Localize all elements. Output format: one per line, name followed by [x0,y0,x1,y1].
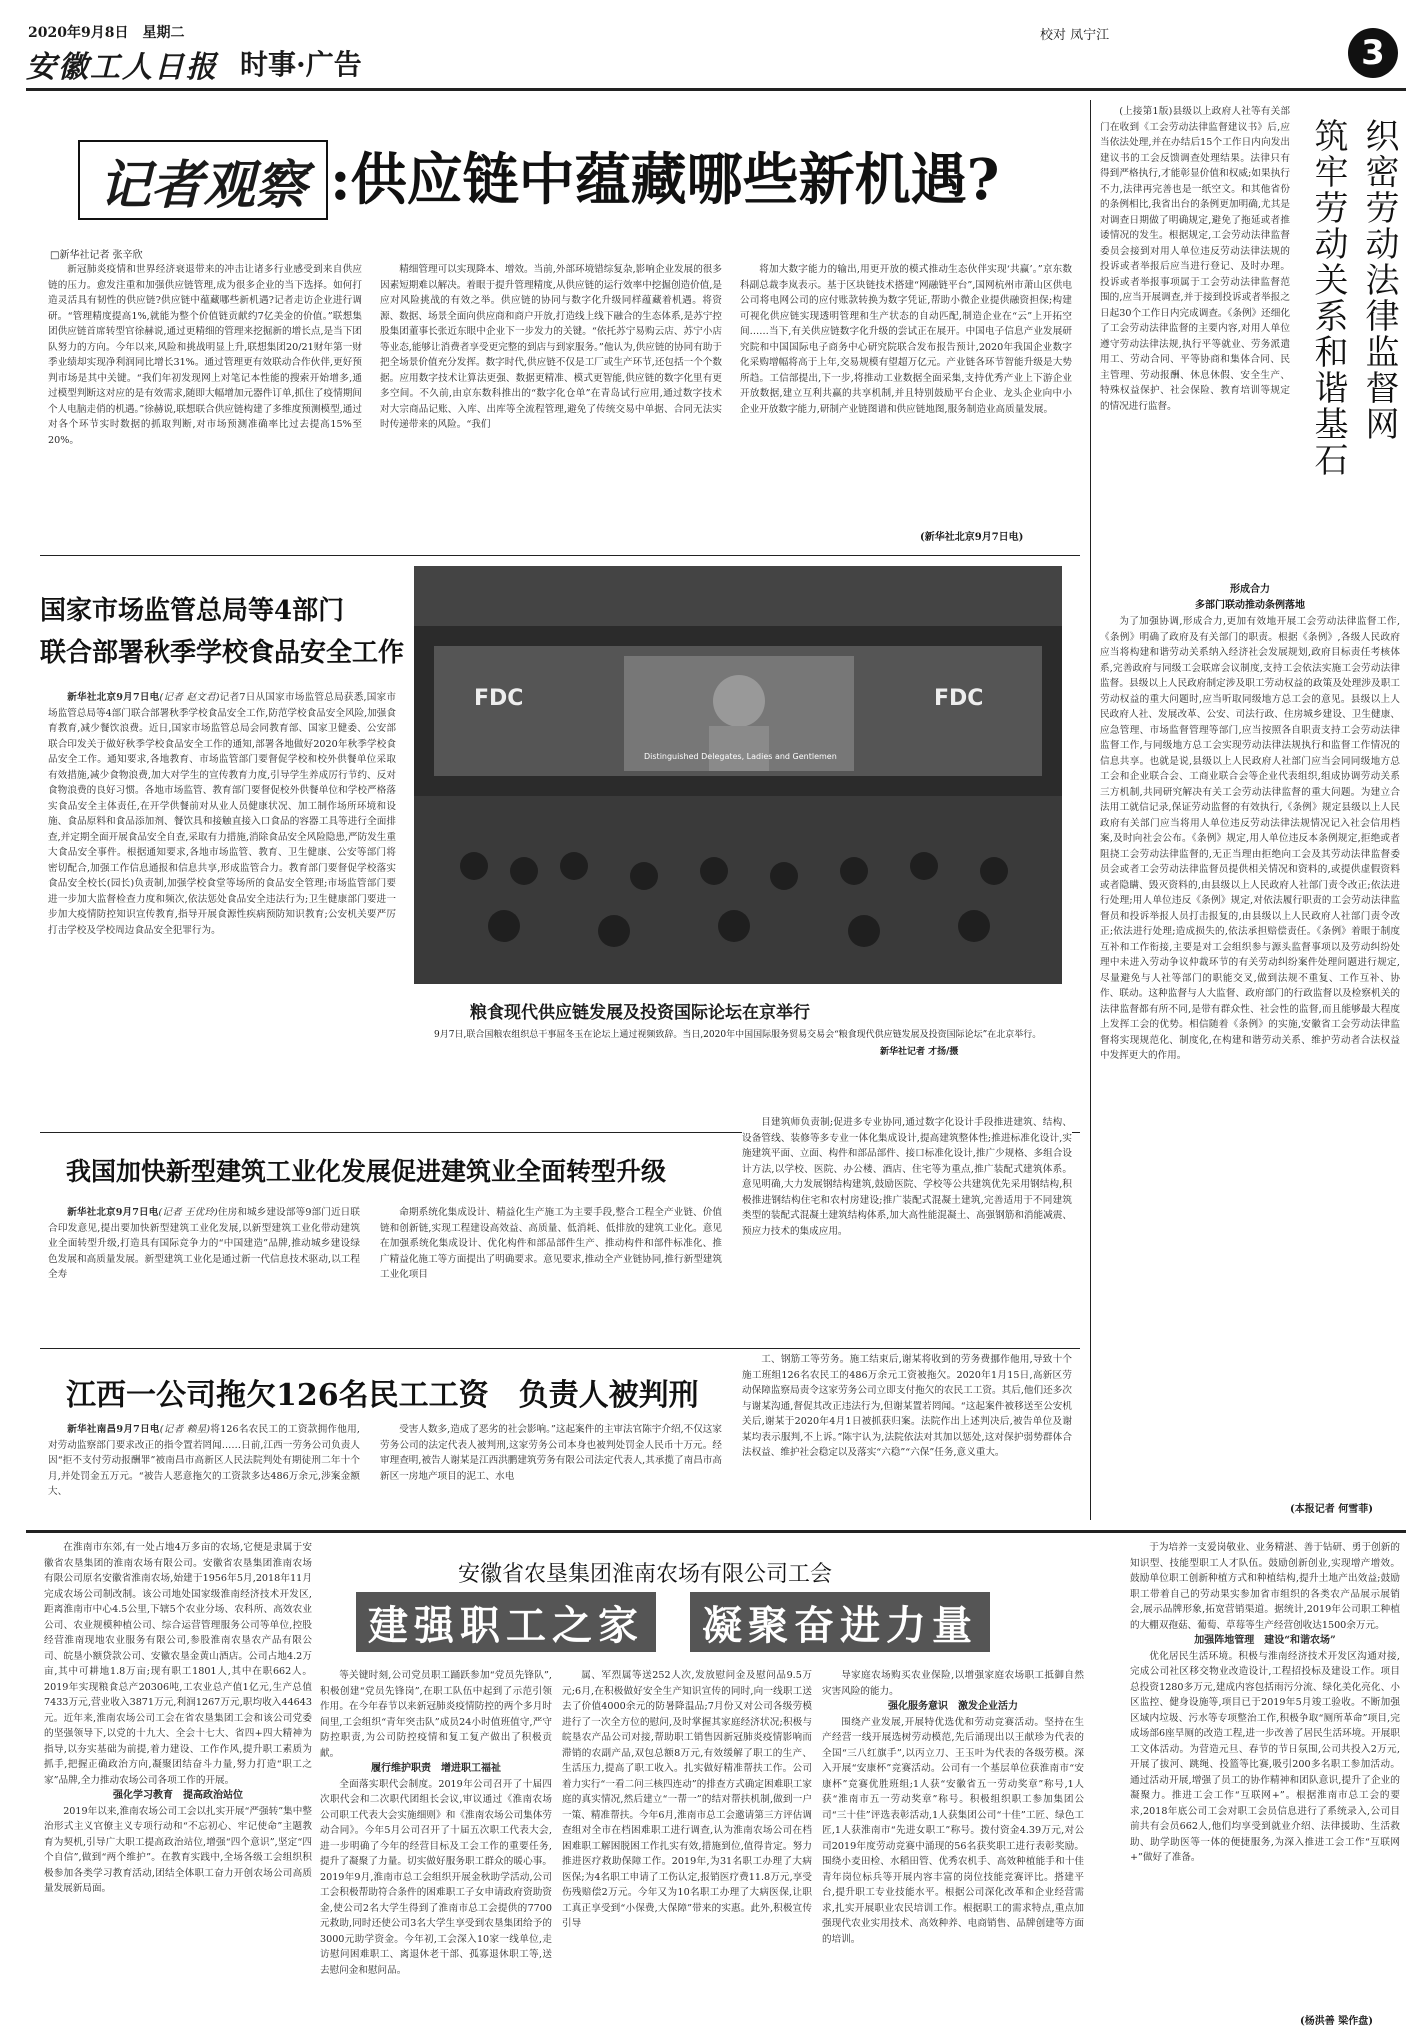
jiangxi-title: 江西一公司拖欠126名民工工资 负责人被判刑 [66,1378,699,1413]
proof-credit: 校对 凤宁江 [1040,28,1110,43]
paper-name: 安徽工人日报 [26,50,218,85]
mid-rule-2 [40,1348,1080,1349]
right-top-text: (上接第1版)县级以上政府人社等有关部门在收到《工会劳动法律监督建议书》后,应当依法处理,并在办结后15个工作日内向发出建议书的工会反馈调查处理结果。法律只有得到严格执行,才能彰显价值和权威;如果执行不力,法律再完善也是一纸空文。和其他省份的条例相比,我省出台的条例更加明确,尤其是对调查日期做了明确规定,避免了拖延或者推诿情况的发生。根据规定,工会劳动法律监督委员会接到对用人单位违反劳动法律法规的投诉或者举报后应当进行登记、及时办理。投诉或者举报事项属于工会劳动法律监督范围的,应当开展调查,并于接到投诉或者举报之日起30个工作日内完成调查。《条例》还细化了工会劳动法律监督的主要内容,对用人单位遵守劳动法律法规,执行平等就业、劳务派遣用工、劳动合同、平等协商和集体合同、民主管理、劳动报酬、休息休假、安全生产、特殊权益保护、社会保险、教育培训等规定的情况进行监督。 [1100,106,1290,412]
ad-col-5-subhead: 加强阵地管理 建设“和谐农场” [1194,1635,1336,1646]
right-vertical-title-2: 筑牢劳动关系和谐基石 [1308,118,1348,478]
right-column-rule [1090,100,1091,1520]
screen-subtitle: Distinguished Delegates, Ladies and Gentlemen [644,752,837,761]
lead-rule [40,555,1080,556]
ad-col-2: 等关键时刻,公司党员职工踊跃参加“党员先锋队”,积极创建“党员先锋岗”,在职工队伍中起到了示范引领作用。在今年春节以来新冠肺炎疫情防控的两个多月时间里,工会组织“青年突击队”成员24小时值班值守,严守防控职责,为公司防控疫情和复工复产做出了积极贡献。 履行维护职责 增进职工福祉 全面落实职代会制度。2019年公司召开了十届四次职代会和二次职代团组长会议,审议通过《淮南农场公司职工代表大会实施细则》和《淮南农场公司集体劳动合同》。今年5月公司召开了十届五次职工代表大会,进一步明确了今年的经营目标及工会工作的重要任务,提升了凝聚了力量。切实做好服务职工群众的暖心事。2019年9月,淮南市总工会组织开展金秋助学活动,公司工会积极帮助符合条件的困难职工子女申请政府资助资金,使公司2名大学生得到了淮南市总工会提供的7700元救助,同时还使公司3名大学生享受到农垦集团给予的3000元助学资金。今年初,工会深入10家一线单位,走访慰问困难职工、离退休老干部、孤寡退休职工等,送去慰问金和慰问品。 [320,1670,552,1976]
masthead-rule [26,88,1406,91]
photo-credit: 新华社记者 才扬/摄 [880,1047,959,1057]
screen-logo-right: FDC [934,686,984,711]
construction-title: 我国加快新型建筑工业化发展促进建筑业全面转型升级 [66,1157,667,1186]
ad-banner-left: 建强职工之家 [356,1592,656,1652]
ad-banner-right: 凝聚奋进力量 [690,1592,990,1652]
right-credit: (本报记者 何雪菲) [1290,1504,1373,1515]
ad-credit: (杨洪善 梁作盘) [1300,2016,1373,2027]
issue-date: 2020年9月8日 星期二 [28,25,185,41]
page-number: 3 [1348,28,1398,78]
food-safety-title-2: 联合部署秋季学校食品安全工作 [40,638,405,668]
ad-col-1: 在淮南市东郊,有一处占地4万多亩的农场,它便是隶属于安徽省农垦集团的淮南农场有限公司。安徽省农垦集团淮南农场有限公司原名安徽省淮南农场,始建于1956年5月,2018年11月完成农场公司制改制。该公司地处国家级淮南经济技术开发区,距离淮南市中心4.5公里,下辖5个农业分场、农科所、高效农业公司、农业规模种植公司、综合运营管理服务公司等单位,控股经营淮南现地农业服务有限公司,参股淮南农垦农产品有限公司、皖垦小额贷款公司、安徽农垦金黄山酒店。公司占地4.2万亩,其中可耕地1.8万亩;现有职工1801人,其中在职662人。2019年实现粮食总产20306吨,工农业总产值1亿元,生产总值7433万元,营业收入3871万元,利润1267万元,职均收入44643元。近年来,淮南农场公司工会在省农垦集团工会和该公司党委的坚强领导下,以党的十九大、全会十七大、省四+四大精神为指导,以夯实基础为前提,着力建设、工作作风,提升职工素质为抓手,把握正确政治方向,凝聚团结奋斗力量,努力打造“职工之家”品牌,全力推动农场公司各项工作的开展。 强化学习教育 提高政治站位 2019年以来,淮南农场公司工会以扎实开展“严强转”集中整治形式主义官僚主义专项行动和“不忘初心、牢记使命”主题教育为契机,引导广大职工提高政治站位,增强“四个意识”,坚定“四个自信”,做到“两个维护”。在教育实践中,全场各级工会组织积极参加各类学习教育活动,团结全体职工奋力开创农场公司高质量发展新局面。 [44,1542,312,1894]
construction-col-1: 新华社北京9月7日电(记者 王优玲)住房和城乡建设部等9部门近日联合印发意见,提出要加快新型建筑工业化发展,以新型建筑工业化带动建筑业全面转型升级,打造具有国际竞争力的“中国建造”品牌,推动城乡建设绿色发展和高质量发展。新型建筑工业化是通过新一代信息技术驱动,以工程全寿 [48,1207,360,1280]
food-safety-lead: 新华社北京9月7日电 [67,692,160,703]
jiangxi-col-3: 工、钢筋工等劳务。施工结束后,谢某将收到的劳务费挪作他用,导致十个施工班组126名农民工的486万余元工资被拖欠。2020年1月15日,高新区劳动保障监察局责令这家劳务公司立即支付拖欠的农民工工资。其后,他们还多次与谢某沟通,督促其改正违法行为,但谢某置若罔闻。“这起案件被移送至公安机关后,谢某于2020年4月1日被抓获归案。法院作出上述判决后,被告单位及谢某均表示服判,不上诉。”陈宇认为,法院依法对其加以惩处,这对保护弱势群体合法权益、维护社会稳定以及落实“六稳”“六保”任务,意义重大。 [742,1354,1072,1458]
ad-col-2-subhead: 履行维护职责 增进职工福祉 [371,1763,501,1774]
screen-logo-left: FDC [474,686,524,711]
ad-col-4: 导家庭农场购买农业保险,以增强家庭农场职工抵御自然灾害风险的能力。 强化服务意识 激发企业活力 围绕产业发展,开展特优选优和劳动竞赛活动。坚持在生产经营一线开展选树劳动模范,先后涌现出以王献珍为代表的全国“三八红旗手”,以丙立刀、王玉叶为代表的各级劳模。深入开展“安康杯”竞赛活动。公司有一个基层单位获淮南市“安康杯”竞赛优胜班组;1人获“安徽省五一劳动奖章”称号,1人获“淮南市五一劳动奖章”称号。积极组织职工参加集团公司“三十佳”评选表彰活动,1人获集团公司“十佳”工匠、绿色工匠,1人获淮南市“先进女职工”称号。拨付资金4.39万元,对公司2019年度劳动竞赛中涌现的56名获奖职工进行表彰奖励。围绕小麦田检、水稻田管、优秀农机手、高效种植能手和十佳青年岗位标兵等开展内容丰富的岗位技能竞赛评比。搭建平台,提升职工专业技能水平。根据公司深化改革和企业经营需求,扎实开展职业农民培训工作。根据职工的需求特点,重点加强现代农业实用技术、高效种养、电商销售、品牌创建等方面的培训。 [822,1670,1084,1945]
construction-col-2: 命期系统化集成设计、精益化生产施工为主要手段,整合工程全产业链、价值链和创新链,实现工程建设高效益、高质量、低消耗、低排放的建筑工业化。意见在加强系统化集成设计、优化构件和部品部件生产、推动构件和部件标准化、推广精益化施工等方面提出了明确要求。意见要求,推动全产业链协同,推行新型建筑工业化项目 [380,1207,722,1280]
right-subhead: 形成合力 [1230,584,1270,595]
construction-col-3: 目建筑师负责制;促进多专业协同,通过数字化设计手段推进建筑、结构、设备管线、装修等多专业一体化集成设计,提高建筑整体性;推进标准化设计,实施建筑平面、立面、构件和部品部件、接口标准化设计,推广少规格、多组合设计方法,以学校、医院、办公楼、酒店、住宅等为重点,推广装配式建筑体系。意见明确,大力发展钢结构建筑,鼓励医院、学校等公共建筑优先采用钢结构,积极推进钢结构住宅和农村房建设;推广装配式混凝土建筑,完善适用于不同建筑类型的装配式混凝土建筑结构体系,加大高性能混凝土、高强钢筋和消能减震、预应力技术的集成应用。 [742,1115,1072,1340]
lead-kicker: 记者观察 [78,140,328,220]
lead-col-3: 将加大数字能力的输出,用更开放的模式推动生态伙伴实现‘共赢’。”京东数科副总裁李岚表示。基于区块链技术搭建“网融链平台”,国网杭州市萧山区供电公司将电网公司的应付账款转换为数字凭证,帮助小微企业提供融资担保;构建可视化供应链实现透明管理和生产状态的自动匹配,制造企业在“云”上开拓空间……当下,有关供应链数字化升级的尝试正在展开。中国电子信息产业发展研究院和中国国际电子商务中心研究院联合发布报告预计,2020年我国企业数字化采购增幅将高于上年,交易规模有望超万亿元。产业链各环节智能升级是大势所趋。工信部提出,下一步,将推动工业数据全面采集,支持优秀产业上下游企业开放数据,建立互利共赢的共享机制,并且特别鼓励平台企业、龙头企业向中小企业开放数字能力,研制产业链图谱和供应链地图,服务制造业高质量发展。 [740,264,1072,415]
ad-col-1-subhead: 强化学习教育 提高政治站位 [113,1790,243,1801]
food-safety-reporter: (记者 赵文君) [159,692,220,703]
lead-dateline: (新华社北京9月7日电) [920,532,1024,543]
right-subhead-2: 多部门联动推动条例落地 [1195,600,1305,611]
lead-byline: □新华社记者 张辛欣 [50,250,143,261]
section-title: 时事·广告 [240,48,362,81]
food-safety-title-1: 国家市场监管总局等4部门 [40,596,345,626]
right-bottom-text: 为了加强协调,形成合力,更加有效地开展工会劳动法律监督工作,《条例》明确了政府及有关部门的职责。根据《条例》,各级人民政府应当将构建和谐劳动关系纳入经济社会发展规划,政府目标责任考核体系,完善政府与同级工会联席会议制度,支持工会依法实施工会劳动法律监督。县级以上人民政府制定涉及职工劳动权益的政策及处理涉及职工劳动权益的重大问题时,应当听取同级地方总工会的意见。县级以上人民政府人社、发展改革、公安、司法行政、住房城乡建设、卫生健康、应急管理、市场监督管理等部门,应当按照各自职责支持工会劳动法律监督工作,与同级地方总工会实现劳动法律法规执行和监督工作情况的信息共享。也就是说,县级以上人民政府人社部门应当会同同级地方总工会和企业联合会、工商业联合会等企业代表组织,组成协调劳动关系三方机制,共同研究解决有关工会劳动法律监督的重大问题。为建立合法用工就信记录,保证劳动监督的有效执行,《条例》规定县级以上人民政府有关部门应当将用人单位违反劳动法律法规情况记入社会信用档案,及时向社会公布。《条例》规定,用人单位违反本条例规定,拒绝或者阻挠工会劳动法律监督的,无正当理由拒绝向工会及其劳动法律监督委员会或者工会劳动法律监督员提供相关情况和资料的,或提供虚假资料或者隐瞒、毁灭资料的,由县级以上人民政府人社部门责令改正;依法进行处理;用人单位违反《条例》规定,对依法履行职责的工会劳动法律监督员和投诉举报人员打击报复的,由县级以上人民政府人社部门责令改正;依法进行处理;造成损失的,依法承担赔偿责任。《条例》着眼于制度互补和工作衔接,主要是对工会组织参与源头监督事项以及劳动纠纷处理中未进入劳动争议仲裁环节的有关劳动纠纷案件处理问题进行规定,尽量避免与人社等部门的职能交叉,做到法规不重复、工作互补、协作、联动。这种监督与人大监督、政府部门的行政监督以及检察机关的法律监督都有所不同,是带有群众性、社会性的监督,而且能够最大程度上发挥工会的优势。相信随着《条例》的实施,安徽省工会劳动法律监督将实现规范化、制度化,在构建和谐劳动关系、维护劳动者合法权益中发挥更大的作用。 [1100,616,1400,1061]
lead-headline: :供应链中蕴藏哪些新机遇? [330,147,1000,213]
lead-col-2: 精细管理可以实现降本、增效。当前,外部环境错综复杂,影响企业发展的很多因素短期难以解决。着眼于提升管理精度,从供应链的运行效率中挖掘创造价值,是应对风险挑战的有效之举。供应链的协同与数字化升级同样蕴藏着机遇。将资源、数据、场景全面向供应商和商户开放,打造线上线下融合的生态体系,是苏宁控股集团董事长张近东眼中企业下一步发力的关键。“依托苏宁易购云店、苏宁小店等业态,能够让消费者享受更完整的到店与到家服务。”他认为,供应链的协同有助于把全场景价值充分发挥。数字时代,供应链不仅是工厂或生产环节,还包括一个个数据。应用数字技术让算法更强、数据更精准、模式更智能,供应链的数字化里有更多空间。不久前,由京东数科推出的“数字化仓单”在青岛试行应用,通过数字技术对大宗商品记账、入库、出库等全流程管理,避免了传统交易中单据、合同无法实时传递带来的风险。“我们 [380,264,722,430]
right-vertical-title-1: 织密劳动法律监督网 [1359,118,1399,442]
photo-caption-body: 9月7日,联合国粮农组织总干事屈冬玉在论坛上通过视频致辞。当日,2020年中国国际服务贸易交易会“粮食现代供应链发展及投资国际论坛”在北京举行。 [434,1030,1042,1040]
lead-col-1: 新冠肺炎疫情和世界经济衰退带来的冲击让诸多行业感受到来自供应链的压力。愈发注重和加强供应链管理,成为很多企业的当下选择。如何打造灵活具有韧性的供应链?供应链中蕴藏哪些新机遇?记者走访企业进行调研。“管理精度提高1%,就能为整个价值链贡献约7亿美金的价值。”联想集团供应链首席转型官徐赫说,通过更精细的管理来挖掘新的增长点,是当下团队努力的方向。今年以来,风险和挑战明显上升,联想集团20/21财年第一财季业绩却实现净利润同比增长31%。通过管理更有效联动合作伙伴,更好预判市场是其中关键。“我们年初发现网上对笔记本性能的搜索开始增多,通过模型判断这对应的是有效需求,随即大幅增加元器件订单,抓住了疫情期间个人电脑走俏的机遇。”徐赫说,联想联合供应链构建了多维度预测模型,通过对各个环节实时数据的抓取判断,对市场预测准确率比过去提高15%至20%。 [48,264,362,446]
food-safety-body: 新华社北京9月7日电(记者 赵文君)记者7日从国家市场监管总局获悉,国家市场监管总局等4部门联合部署秋季学校食品安全工作,防范学校食品安全风险,加强食育教育,减少餐饮浪费。近日,国家市场监管总局会同教育部、国家卫健委、公安部联合印发关于做好秋季学校食品安全工作的通知,部署各地做好2020年秋季学校食品安全工作。通知要求,各地教育、市场监管部门要督促学校和校外供餐单位采取有效措施,减少食物浪费,加大对学生的宣传教育力度,引导学生养成厉行节约、反对食物浪费的良好习惯。各地市场监管、教育部门要督促校外供餐单位和学校严格落实食品安全主体责任,在开学供餐前对从业人员健康状况、加工制作场所环境和设施、食品原料和食品添加剂、餐饮具和接触直接入口食品的容器工具等进行全面排查,并定期全面开展食品安全自查,采取有力措施,消除食品安全风险隐患,严防发生重大食品安全事件。根据通知要求,各地市场监管、教育、卫生健康、公安等部门将密切配合,加强工作信息通报和信息共享,形成监管合力。教育部门要督促学校落实食品安全校长(园长)负责制,加强学校食堂等场所的食品安全管理;市场监管部门要进一步加大监督检查力度和频次,依法惩处食品安全违法行为;卫生健康部门要进一步加大疫情防控知识宣传教育,指导开展食源性疾病预防知识教育;公安机关要严厉打击学校及学校周边食品安全犯罪行为。 [48,692,396,936]
ad-top-rule [26,1530,1406,1533]
forum-photo [414,566,1062,984]
forum-photo-illustration [414,566,1062,984]
photo-caption-title: 粮食现代供应链发展及投资国际论坛在京举行 [470,1003,810,1023]
ad-org-name: 安徽省农垦集团淮南农场有限公司工会 [458,1562,833,1587]
ad-col-4-subhead: 强化服务意识 激发企业活力 [888,1701,1018,1712]
jiangxi-col-1: 新华社南昌9月7日电(记者 赖星)将126名农民工的工资款拥作他用,对劳动监察部门要求改正的指令置若罔闻……日前,江西一劳务公司负责人因“拒不支付劳动报酬罪”被南昌市高新区人民法院判处有期徒刑二年十个月,并处罚金五万元。“被告人恶意拖欠的工资款多达486万余元,涉案金额大、 [48,1424,360,1497]
ad-col-5: 于为培养一支爱岗敬业、业务精湛、善于钻研、勇于创新的知识型、技能型职工人才队伍。鼓励创新创业,实现增产增效。鼓励单位职工创新种植方式和种植结构,提升土地产出效益;鼓励职工带着自己的劳动果实参加省市组织的各类农产品展示展销会,展示品牌形象,拓宽营销渠道。据统计,2019年公司职工种植的大棚双孢菇、葡萄、草莓等生产经营创收达1500余万元。 加强阵地管理 建设“和谐农场” 优化居民生活环境。积极与淮南经济技术开发区沟通对接,完成公司社区移交物业改造设计,工程招投标及建设工作。项目总投资1280多万元,建成内容包括雨污分流、绿化美化亮化、小区监控、健身设施等,项目已于2019年5月竣工验收。不断加强区域内垃圾、污水等专项整治工作,积极争取“厕所革命”项目,完成场部6座旱厕的改造工程,进一步改善了居民生活环境。开展职工文体活动。为营造元旦、春节的节日氛围,公司共投入2万元,开展了拔河、跳绳、投篮等比赛,吸引200多名职工参加活动。通过活动开展,增强了员工的协作精神和团队意识,提升了企业的凝聚力。推进工会工作“互联网+”。根据淮南市总工会的要求,2018年底公司工会对职工会员信息进行了系统录入,公司目前共有会员662人,他们均享受到就业介绍、法律援助、生活救助、助学助医等一体的便捷服务,为深入推进工会工作“互联网+”做好了准备。 [1130,1542,1400,1863]
jiangxi-col-2: 受害人数多,造成了恶劣的社会影响。”这起案件的主审法官陈宇介绍,不仅这家劳务公司的法定代表人被判刑,这家劳务公司本身也被判处罚金人民币十万元。经审理查明,被告人谢某是江西洪鹏建筑劳务有限公司法定代表人,其承揽了南昌市高新区一房地产项目的泥工、水电 [380,1424,722,1482]
ad-col-3: 属、军烈属等送252人次,发放慰问金及慰问品9.5万元;6月,在积极做好安全生产知识宣传的同时,向一线职工送去了价值4000余元的防暑降温品;7月份又对公司各级劳模进行了一次全方位的慰问,及时掌握其家庭经济状况;积极与皖垦农产品公司对接,帮助职工销售因新冠肺炎疫情影响而滞销的农副产品,双包总额8万元,有效缓解了职工的生产、生活压力,提高了职工收入。扎实做好精准帮扶工作。公司着力实行“一看二问三核四连动”的排查方式确定困难职工家庭的真实情况,然后建立“一帮一”的结对帮扶机制,做到一户一策、精准帮扶。今年6月,淮南市总工会邀请第三方评估调查组对全市在档困难职工进行调查,认为淮南农场公司在档困难职工解困脱困工作扎实有效,措施到位,值得肯定。努力推进医疗救助保障工作。2019年,为31名职工办理了大病医保;为4名职工申请了工伤认定,报销医疗费11.8万元,享受伤残赔偿2万元。今年又为10名职工办理了大病医保,让职工真正享受到“小保费,大保障”带来的实惠。此外,积极宣传引导 [562,1670,812,1929]
